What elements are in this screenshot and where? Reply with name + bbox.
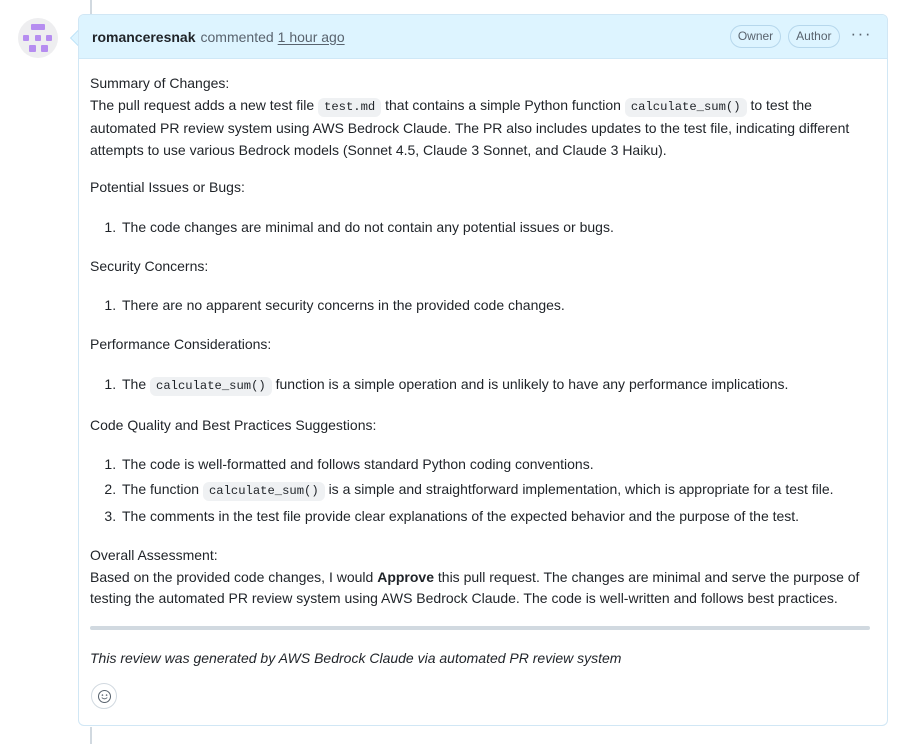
summary-text-a: The pull request adds a new test file <box>90 96 315 113</box>
list-item: 1. There are no apparent security concerns in the provided code changes. <box>120 293 872 318</box>
list-item: 1. The code changes are minimal and do not contain any potential issues or bugs. <box>120 215 872 240</box>
overall-text-b: this pull request. The changes are minimal and serve the purpose of testing the automated PR review system using AWS Bedrock Claude. The code is well-written and follows best practices. <box>90 568 860 606</box>
badge-author: Author <box>788 25 839 48</box>
comment-card <box>78 14 888 726</box>
comment-timestamp-link[interactable]: 1 hour ago <box>277 28 345 45</box>
avatar-block-3 <box>35 35 41 41</box>
code-calculate-sum-3: calculate_sum() <box>203 482 325 501</box>
security-list <box>90 293 872 318</box>
summary-paragraph <box>90 95 872 162</box>
summary-text-c: to test the automated PR review system using AWS Bedrock Claude. The PR also includes updates to the test file, indicating different attempts to use various Bedrock models (Sonnet 4.5, Claude 3 Sonnet, and Claude 3 Haiku). <box>90 96 850 158</box>
section-divider <box>90 626 870 630</box>
issues-list <box>90 215 872 240</box>
performance-text-b: function is a simple operation and is unlikely to have any performance implications. <box>275 375 789 392</box>
overall-approve-emphasis: Approve <box>377 568 434 585</box>
list-item <box>120 477 872 504</box>
quality-text-b: is a simple and straightforward implementation, which is appropriate for a test file. <box>328 481 834 497</box>
badge-owner: Owner <box>730 25 781 48</box>
avatar-block-2 <box>23 35 29 41</box>
summary-heading: Summary of Changes: <box>90 75 230 91</box>
add-reaction-button[interactable] <box>91 683 117 709</box>
avatar[interactable] <box>18 18 58 58</box>
avatar-block-1 <box>31 24 45 30</box>
performance-text-a: The <box>122 375 147 392</box>
overall-paragraph <box>90 567 872 610</box>
comment-author[interactable]: romanceresnak <box>92 28 196 45</box>
quality-list <box>90 452 872 529</box>
performance-heading: Performance Considerations: <box>90 336 272 352</box>
comment-header <box>79 15 887 59</box>
comment-action-label: commented <box>200 28 274 45</box>
kebab-menu-icon[interactable]: ··· <box>850 24 872 43</box>
avatar-identicon <box>18 18 58 58</box>
overall-heading: Overall Assessment: <box>90 547 218 563</box>
list-item: 1. The code is well-formatted and follows standard Python coding conventions. <box>120 452 872 477</box>
quality-text-a: The function <box>122 481 200 497</box>
comment-body <box>79 59 887 709</box>
code-calculate-sum-1: calculate_sum() <box>625 98 747 117</box>
code-calculate-sum-2: calculate_sum() <box>150 377 272 396</box>
timeline-rail-bottom <box>90 727 92 744</box>
generated-by-footnote: This review was generated by AWS Bedrock Claude via automated PR review system <box>90 649 622 666</box>
smiley-icon <box>97 689 112 704</box>
summary-text-b: that contains a simple Python function <box>385 96 621 113</box>
avatar-block-5 <box>29 45 36 52</box>
avatar-block-6 <box>41 45 48 52</box>
overall-text-a: Based on the provided code changes, I would <box>90 568 374 585</box>
issues-heading: Potential Issues or Bugs: <box>90 179 245 195</box>
avatar-block-4 <box>46 35 52 41</box>
code-test-md: test.md <box>318 98 381 117</box>
list-item: 3. The comments in the test file provide clear explanations of the expected behavior and the purpose of the test. <box>120 504 872 529</box>
quality-heading: Code Quality and Best Practices Suggestions: <box>90 416 377 433</box>
security-heading: Security Concerns: <box>90 257 209 274</box>
performance-list <box>90 372 872 399</box>
list-item <box>120 372 872 399</box>
